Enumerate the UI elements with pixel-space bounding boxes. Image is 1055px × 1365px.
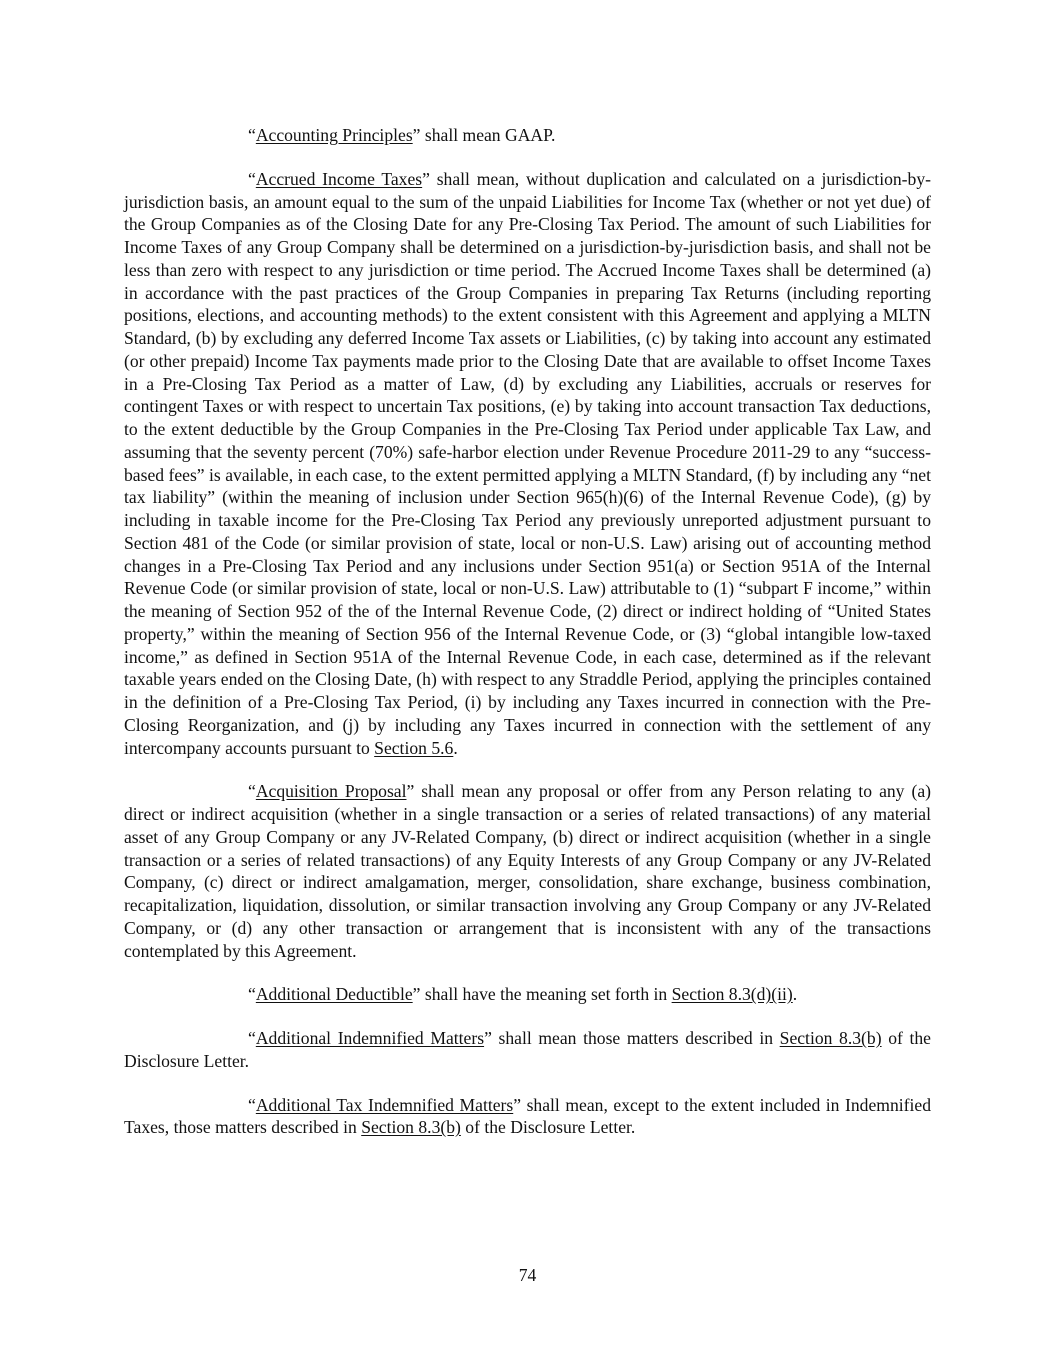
definition-additional-deductible xyxy=(124,983,931,1006)
page-number: 74 xyxy=(518,1265,537,1285)
definition-text: ” shall mean, except to the extent included in Indemnified Taxes, those matters described in xyxy=(124,1094,931,1138)
section-reference: Section 5.6 xyxy=(374,737,454,758)
definition-text: . xyxy=(792,984,798,1005)
defined-term: Accrued Income Taxes xyxy=(255,168,423,189)
definition-acquisition-proposal xyxy=(124,780,931,962)
definition-text: “ xyxy=(248,1094,256,1115)
definition-text: ” shall have the meaning set forth in xyxy=(412,984,672,1005)
definition-accrued-income-taxes xyxy=(124,168,931,760)
definition-text: “ xyxy=(248,125,256,145)
definition-text: “ xyxy=(248,168,256,189)
definition-additional-tax-indemnified-matters xyxy=(124,1094,931,1140)
defined-term: Accounting Principles xyxy=(255,125,413,145)
definition-text: “ xyxy=(248,984,256,1005)
defined-term: Acquisition Proposal xyxy=(255,781,407,802)
document-body xyxy=(124,124,931,1160)
definition-text: ” shall mean, without duplication and calculated on a jurisdiction-by-jurisdiction basis, an amount equal to the sum of the unpaid Liabilities for Income Tax (whether or not yet due) of the Group Companies as of the Closing Date for any Pre-Closing Tax Period. The amount of such Liabilities for Income Taxes of any Group Company shall be determined on a jurisdiction-by-jurisdiction basis, and shall not be less than zero with respect to any jurisdiction or time period. The Accrued Income Taxes shall be determined (a) in accordance with the past practices of the Group Companies in preparing Tax Returns (including reporting positions, elections, and accounting methods) to the extent consistent with this Agreement and applying a MLTN Standard, (b) by excluding any deferred Income Tax assets or Liabilities, (c) by taking into account any estimated (or other prepaid) Income Tax payments made prior to the Closing Date that are available to offset Income Taxes in a Pre-Closing Tax Period as a matter of Law, (d) by excluding any Liabilities, accruals or reserves for contingent Taxes or with respect to uncertain Tax positions, (e) by taking into account transaction Tax deductions, to the extent deductible by the Group Companies in the Pre-Closing Tax Period under applicable Tax Law, and assuming that the seventy percent (70%) safe-harbor election under Revenue Procedure 2011-29 to any “success-based fees” is available, in each case, to the extent permitted applying a MLTN Standard, (f) by including any “net tax liability” (within the meaning of inclusion under Section 965(h)(6) of the Internal Revenue Code), (g) by including in taxable income for the Pre-Closing Tax Period any previously unreported adjustment pursuant to Section 481 of the Code (or similar provision of state, local or non-U.S. Law) arising out of accounting method changes in a Pre-Closing Tax Period and any inclusions under Section 951(a) or Section 951A of the Internal Revenue Code (or similar provision of state, local or non-U.S. Law) attributable to (1) “subpart F income,” within the meaning of Section 952 of the of the Internal Revenue Code, (2) direct or indirect holding of “United States property,” within the meaning of Section 956 of the Internal Revenue Code, or (3) “global intangible low-taxed income,” as defined in Section 951A of the Internal Revenue Code, in each case, determined as if the relevant taxable years ended on the Closing Date, (h) with respect to any Straddle Period, applying the principles contained in the definition of a Pre-Closing Tax Period, (i) by including any Taxes incurred in connection with the Pre-Closing Reorganization, and (j) by including any Taxes incurred in connection with the settlement of any intercompany accounts pursuant to xyxy=(124,168,931,758)
definition-additional-indemnified-matters xyxy=(124,1027,931,1073)
defined-term: Additional Indemnified Matters xyxy=(255,1028,485,1048)
definition-text: ” shall mean those matters described in xyxy=(484,1028,780,1048)
defined-term: Additional Tax Indemnified Matters xyxy=(255,1094,514,1115)
definition-text: . xyxy=(453,737,458,758)
definition-text: “ xyxy=(248,781,256,802)
definition-text: “ xyxy=(248,1028,256,1048)
section-reference: Section 8.3(b) xyxy=(361,1117,461,1138)
definition-text: of the Disclosure Letter. xyxy=(460,1117,636,1138)
section-reference: Section 8.3(d)(ii) xyxy=(671,984,793,1005)
definition-text: ” shall mean GAAP. xyxy=(412,125,556,145)
definition-accounting-principles xyxy=(124,124,931,147)
definition-text: of the Disclosure Letter. xyxy=(124,1028,931,1071)
defined-term: Additional Deductible xyxy=(255,984,413,1005)
definition-text: ” shall mean any proposal or offer from any Person relating to any (a) direct or indirect acquisition (whether in a single transaction or a series of related transactions) of any material asset of any Group Company or any JV-Related Company, (b) direct or indirect acquisition (whether in a single transaction or a series of related transactions) of any Equity Interests of any Group Company or any JV-Related Company, (c) direct or indirect amalgamation, merger, consolidation, share exchange, business combination, recapitalization, liquidation, dissolution, or similar transaction involving any Group Company or any JV-Related Company, or (d) any other transaction or arrangement that is inconsistent with any of the transactions contemplated by this Agreement. xyxy=(124,781,931,961)
section-reference: Section 8.3(b) xyxy=(779,1028,882,1048)
